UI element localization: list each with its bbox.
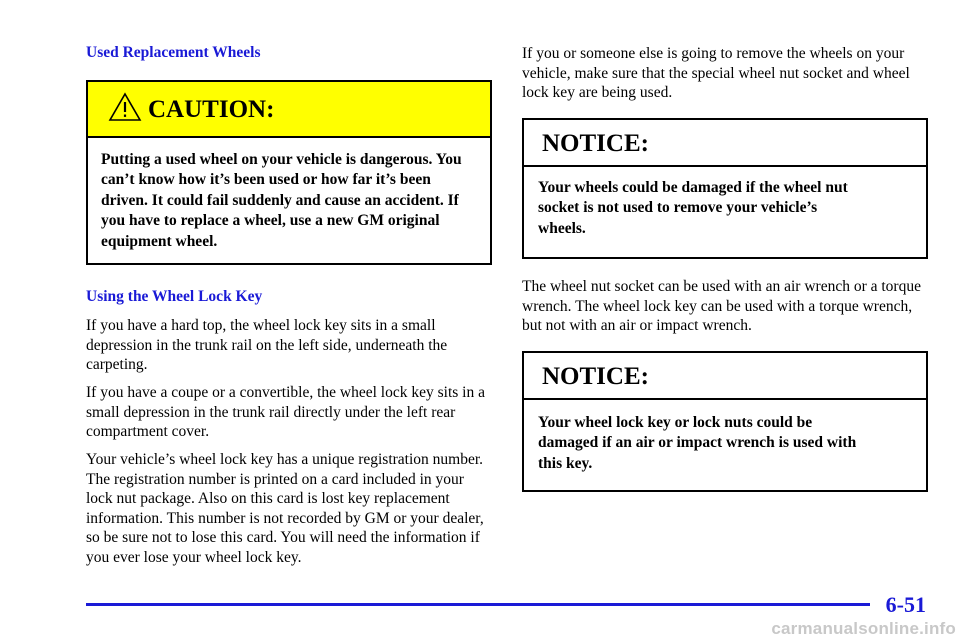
coupe-paragraph: If you have a coupe or a convertible, the wheel lock key sits in a small depression in the trunk rail directly under the left rear compartment cover.: [86, 384, 485, 441]
notice-1-title: NOTICE:: [542, 130, 649, 157]
notice-1-header: [524, 120, 926, 167]
caution-header: [88, 82, 490, 138]
watermark: carmanualsonline.info: [771, 619, 956, 638]
lock-key-heading: Using the Wheel Lock Key: [86, 288, 263, 305]
wrench-paragraph: The wheel nut socket can be used with an air wrench or a torque wrench. The wheel lock key can be used with a torque wrench, but not with an air or impact wrench.: [522, 278, 921, 335]
notice-2-body: Your wheel lock key or lock nuts could be damaged if an air or impact wrench is used with this key.: [538, 414, 857, 472]
notice-2-header: [524, 353, 926, 400]
registration-paragraph: Your vehicle’s wheel lock key has a unique registration number. The registration number is printed on a card included in your lock nut package. Also on this card is lost key replacement information. This number is not recorded by GM or your dealer, so be sure not to lose this card. You will need the information if you ever lose your wheel lock key.: [86, 451, 484, 566]
notice-box-1: [522, 118, 928, 259]
notice-1-body: Your wheels could be damaged if the wheel nut socket is not used to remove your vehicle’s wheels.: [538, 179, 848, 237]
caution-title: CAUTION:: [148, 96, 275, 123]
caution-body: Putting a used wheel on your vehicle is dangerous. You can’t know how it’s been used or how far it’s been driven. It could fail suddenly and cause an accident. If you have to replace a wheel, use a new GM original equipment wheel.: [101, 151, 462, 250]
intro-paragraph: If you or someone else is going to remove the wheels on your vehicle, make sure that the special wheel nut socket and wheel lock key are being used.: [522, 45, 910, 102]
footer-rule: [86, 603, 870, 606]
used-wheels-heading: Used Replacement Wheels: [86, 44, 261, 61]
page-number: 6-51: [885, 592, 926, 617]
warning-triangle-icon: [108, 92, 142, 122]
hard-top-paragraph: If you have a hard top, the wheel lock key sits in a small depression in the trunk rail on the left side, underneath the carpeting.: [86, 317, 448, 374]
caution-box: [86, 80, 492, 265]
notice-box-2: [522, 351, 928, 492]
notice-2-title: NOTICE:: [542, 363, 649, 390]
